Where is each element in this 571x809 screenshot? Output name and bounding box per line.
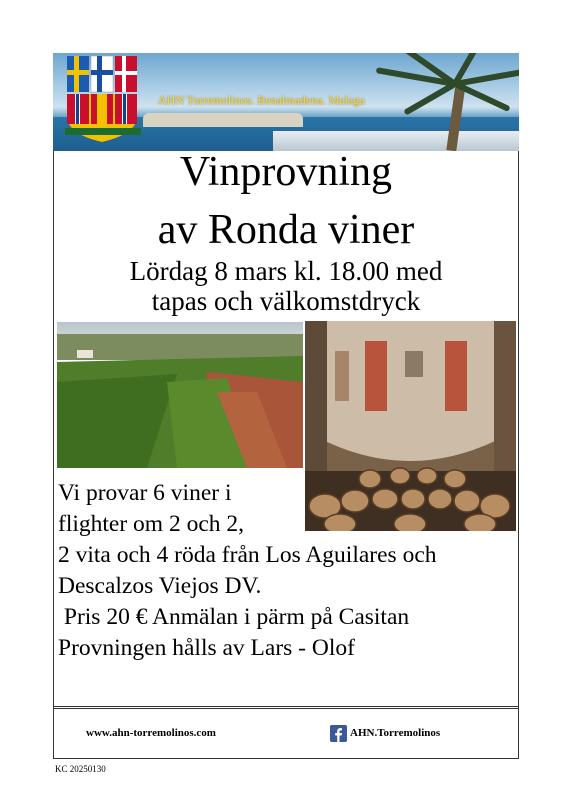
body-line-6: Provningen hålls av Lars - Olof (58, 635, 355, 661)
facebook-page-link[interactable]: AHN.Torremolinos (350, 727, 441, 739)
vineyard-photo (57, 322, 303, 468)
title-line-1: Vinprovning (179, 149, 393, 195)
document-code: KC 20250130 (55, 764, 106, 774)
body-line-4: Descalzos Viejos DV. (58, 573, 262, 599)
subtitle-line-1: Lördag 8 mars kl. 18.00 med (129, 256, 443, 286)
wine-cellar-photo (305, 321, 516, 531)
title-line-2: av Ronda viner (157, 207, 415, 253)
website-link[interactable]: www.ahn-torremolinos.com (86, 727, 216, 739)
body-line-1: Vi provar 6 viner i (58, 480, 232, 506)
header-caption: AHN Torremolinos. Benalmadena. Malaga (158, 93, 365, 107)
shoreline (143, 113, 303, 127)
body-line-5: Pris 20 € Anmälan i pärm på Casitan (58, 604, 410, 630)
subtitle-line-2: tapas och välkomstdryck (151, 286, 421, 316)
body-line-2: flighter om 2 och 2, (58, 511, 245, 537)
nordic-crest-logo (65, 54, 141, 144)
body-line-3: 2 vita och 4 röda från Los Aguilares och (58, 542, 437, 568)
facebook-icon (330, 725, 347, 742)
footer-divider (53, 706, 519, 709)
palm-frond (403, 81, 456, 115)
